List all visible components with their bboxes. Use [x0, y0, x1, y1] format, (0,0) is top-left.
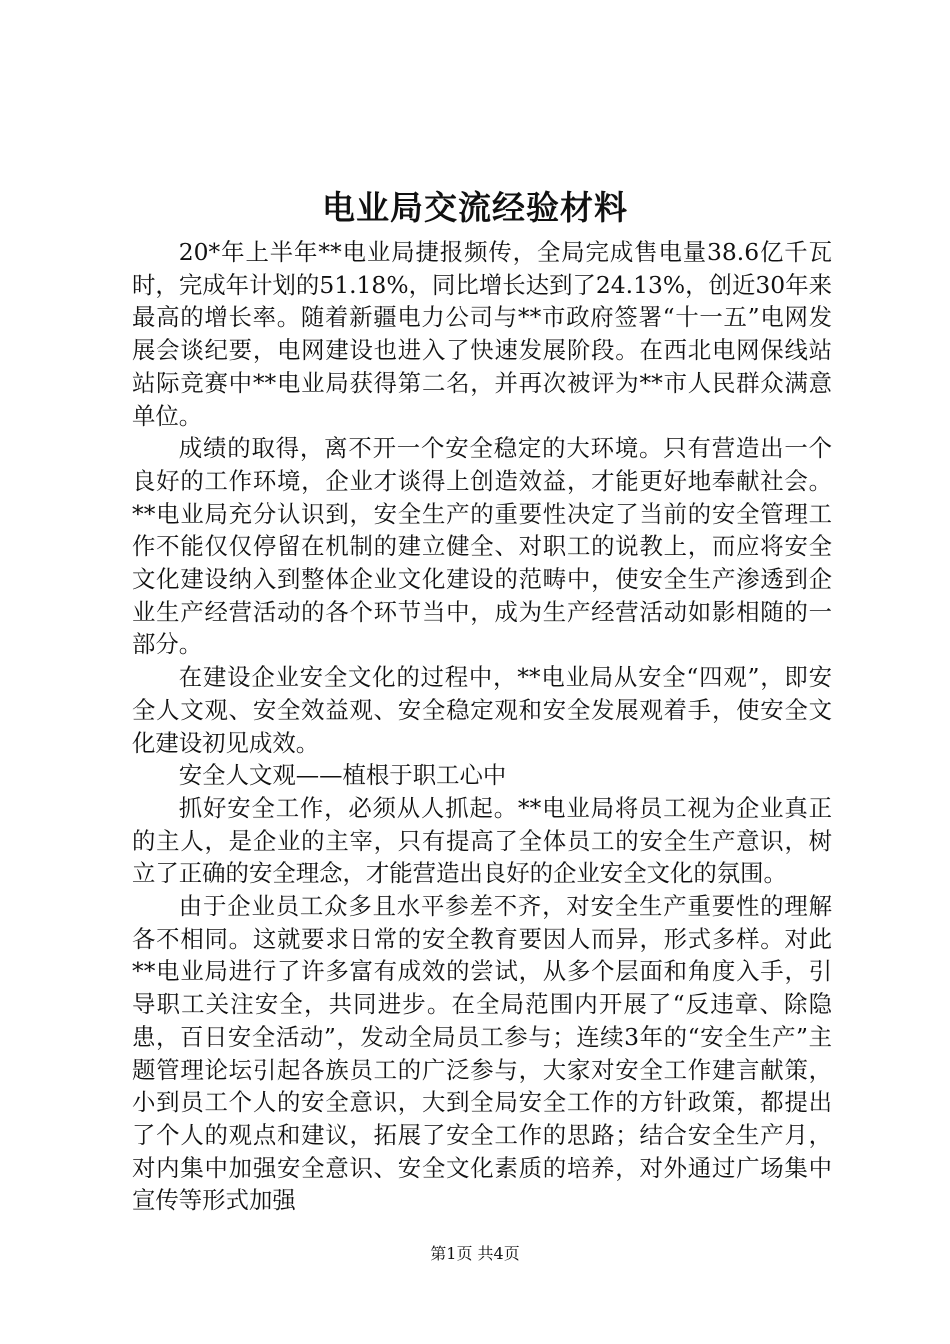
paragraph: 成绩的取得，离不开一个安全稳定的大环境。只有营造出一个良好的工作环境，企业才谈得上创造效益，才能更好地奉献社会。**电业局充分认识到，安全生产的重要性决定了当前的安全管理工作不能仅仅停留在机制的建立健全、对职工的说教上，而应将安全文化建设纳入到整体企业文化建设的范畴中，使安全生产渗透到企业生产经营活动的各个环节当中，成为生产经营活动如影相随的一部分。	[132, 434, 832, 659]
paragraph: 抓好安全工作，必须从人抓起。**电业局将员工视为企业真正的主人，是企业的主宰，只有提高了全体员工的安全生产意识，树立了正确的安全理念，才能营造出良好的企业安全文化的氛围。	[132, 793, 832, 888]
document-title: 电业局交流经验材料	[322, 188, 628, 227]
page-footer: 第1页 共4页	[430, 1244, 520, 1263]
section-heading: 安全人文观——植根于职工心中	[178, 761, 507, 790]
paragraph: 在建设企业安全文化的过程中，**电业局从安全“四观”，即安全人文观、安全效益观、安全稳定观和安全发展观着手，使安全文化建设初见成效。	[132, 663, 832, 757]
paragraph: 20*年上半年**电业局捷报频传，全局完成售电量38.6亿千瓦时，完成年计划的51.18%，同比增长达到了24.13%，创近30年来最高的增长率。随着新疆电力公司与**市政府签署“十一五”电网发展会谈纪要，电网建设也进入了快速发展阶段。在西北电网保线站站际竞赛中**电业局获得第二名，并再次被评为**市人民群众满意单位。	[132, 238, 832, 430]
document-body	[132, 236, 832, 1217]
paragraph: 由于企业员工众多且水平参差不齐，对安全生产重要性的理解各不相同。这就要求日常的安全教育要因人而异，形式多样。对此**电业局进行了许多富有成效的尝试，从多个层面和角度入手，引导职工关注安全，共同进步。在全局范围内开展了“反违章、除隐患，百日安全活动”，发动全局员工参与；连续3年的“安全生产”主题管理论坛引起各族员工的广泛参与，大家对安全工作建言献策，小到员工个人的安全意识，大到全局安全工作的方针政策，都提出了个人的观点和建议，拓展了安全工作的思路；结合安全生产月，对内集中加强安全意识、安全文化素质的培养，对外通过广场集中宣传等形式加强	[132, 892, 832, 1215]
